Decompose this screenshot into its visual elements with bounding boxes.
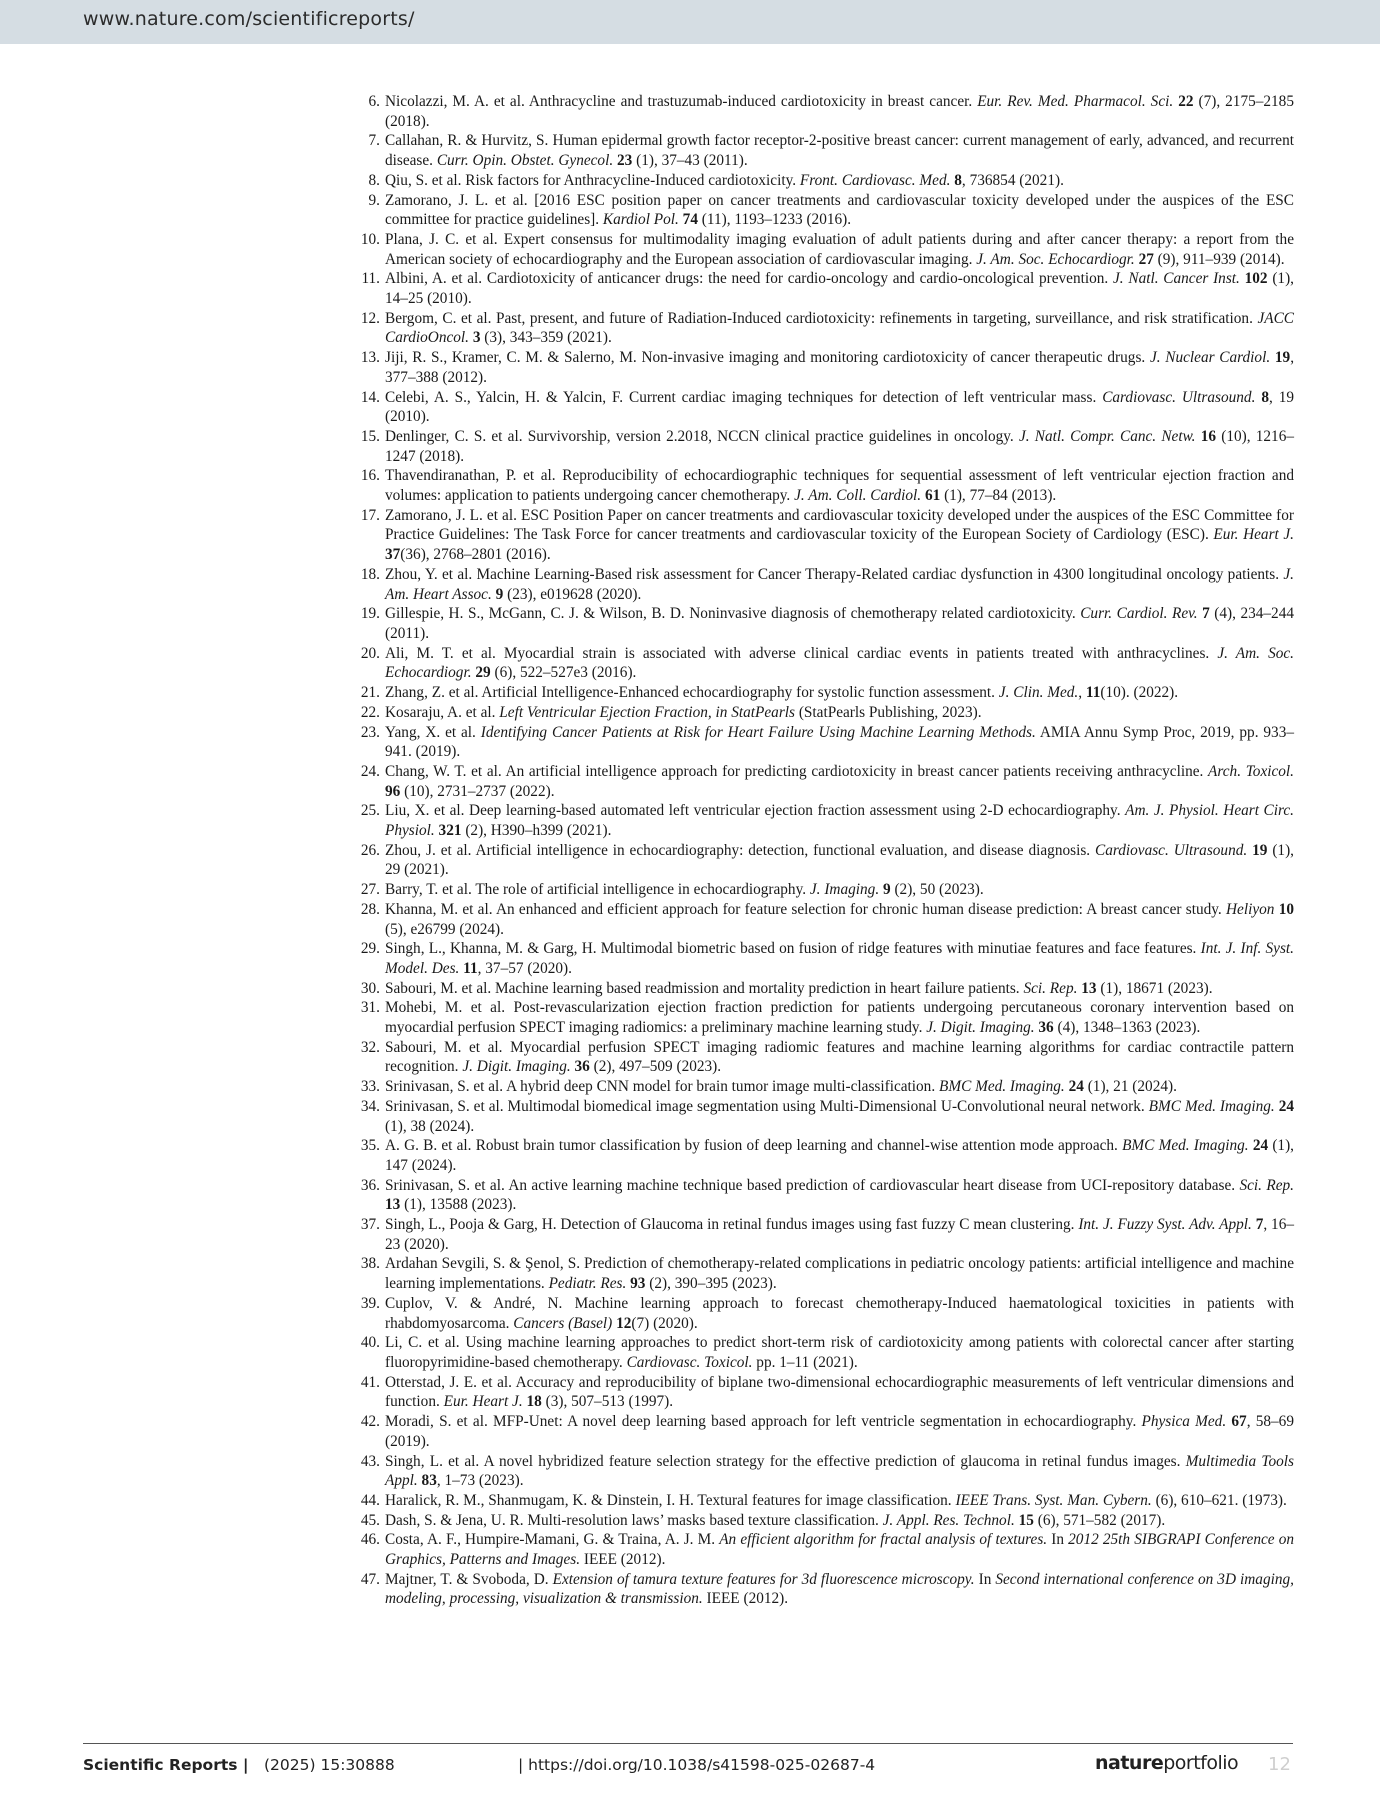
reference-number: 6. bbox=[368, 93, 380, 110]
site-url[interactable]: www.nature.com/scientificreports/ bbox=[83, 8, 415, 30]
reference-number: 37. bbox=[360, 1216, 380, 1234]
reference-number: 20. bbox=[360, 644, 380, 662]
reference-item bbox=[354, 171, 1294, 191]
reference-item bbox=[354, 1254, 1294, 1293]
reference-number: 46. bbox=[360, 1531, 380, 1549]
footer-volume: (2025) 15:30888 bbox=[264, 1756, 395, 1774]
reference-item bbox=[354, 427, 1294, 466]
reference-item bbox=[354, 1373, 1294, 1412]
reference-text: Gillespie, H. S., McGann, C. J. & Wilson, B. D. Noninvasive diagnosis of chemotherapy related cardiotoxicity. Curr. Cardiol. Rev. 7 (4), 234–244 (2011). bbox=[385, 605, 1295, 642]
reference-number: 34. bbox=[360, 1097, 380, 1115]
reference-text: Callahan, R. & Hurvitz, S. Human epidermal growth factor receptor-2-positive breast cancer: current management of early, advanced, and recurrent disease. Curr. Opin. Obstet. Gynecol. 23 (1), 37–43 (2011). bbox=[385, 132, 1294, 170]
reference-number: 43. bbox=[360, 1452, 380, 1470]
reference-number: 42. bbox=[360, 1413, 380, 1431]
reference-item bbox=[354, 269, 1294, 308]
reference-item bbox=[354, 388, 1294, 427]
reference-text: Zhang, Z. et al. Artificial Intelligence-Enhanced echocardiography for systolic function assessment. J. Clin. Med., 11(10). (2022). bbox=[385, 684, 1179, 702]
reference-item bbox=[354, 1215, 1294, 1254]
reference-text: Singh, L., Pooja & Garg, H. Detection of Glaucoma in retinal fundus images using fast fuzzy C mean clustering. Int. J. Fuzzy Syst. Adv. Appl. 7, 16–23 (2020). bbox=[385, 1216, 1295, 1253]
logo-nature: nature bbox=[1095, 1752, 1164, 1774]
reference-text: Liu, X. et al. Deep learning-based automated left ventricular ejection fraction assessment using 2-D echocardiography. Am. J. Physiol. Heart Circ. Physiol. 321 (2), H390–h399 (2021). bbox=[385, 802, 1294, 840]
reference-number: 39. bbox=[360, 1294, 380, 1312]
reference-text: Costa, A. F., Humpire-Mamani, G. & Traina, A. J. M. An efficient algorithm for fractal analysis of textures. In 2012 25th SIBGRAPI Conference on Graphics, Patterns and Images. IEEE (2012). bbox=[385, 1531, 1294, 1569]
reference-item bbox=[354, 1452, 1294, 1491]
reference-number: 26. bbox=[360, 841, 380, 859]
reference-item bbox=[354, 1570, 1294, 1609]
reference-number: 24. bbox=[360, 762, 380, 780]
reference-item bbox=[354, 723, 1294, 762]
reference-item bbox=[354, 1333, 1294, 1372]
reference-number: 45. bbox=[360, 1511, 380, 1529]
reference-item bbox=[354, 683, 1294, 703]
reference-item bbox=[354, 1294, 1294, 1333]
reference-text: Ali, M. T. et al. Myocardial strain is associated with adverse clinical cardiac events in patients treated with anthracyclines. J. Am. Soc. Echocardiogr. 29 (6), 522–527e3 (2016). bbox=[385, 644, 1294, 682]
reference-number: 11. bbox=[361, 270, 380, 288]
reference-number: 8. bbox=[368, 171, 380, 189]
reference-number: 44. bbox=[360, 1491, 380, 1509]
reference-item bbox=[354, 1511, 1294, 1531]
reference-item bbox=[354, 644, 1294, 683]
reference-number: 33. bbox=[360, 1078, 380, 1096]
reference-text: Mohebi, M. et al. Post-revascularization ejection fraction prediction for patients undergoing percutaneous coronary intervention based on myocardial perfusion SPECT imaging radiomics: a preliminary machine learning study. J. Digit. Imaging. 36 (4), 1348–1363 (2023). bbox=[385, 999, 1294, 1037]
reference-text: Singh, L., Khanna, M. & Garg, H. Multimodal biometric based on fusion of ridge features with minutiae features and face features. Int. J. Inf. Syst. Model. Des. 11, 37–57 (2020). bbox=[385, 940, 1294, 977]
reference-text: Cuplov, V. & André, N. Machine learning approach to forecast chemotherapy-Induced haematological toxicities in patients with rhabdomyosarcoma. Cancers (Basel) 12(7) (2020). bbox=[385, 1294, 1294, 1332]
reference-item bbox=[354, 1136, 1294, 1175]
reference-item bbox=[354, 998, 1294, 1037]
reference-item bbox=[354, 939, 1294, 978]
reference-number: 12. bbox=[360, 309, 380, 327]
reference-item bbox=[354, 979, 1294, 999]
reference-item bbox=[354, 191, 1294, 230]
reference-text: Haralick, R. M., Shanmugam, K. & Dinstein, I. H. Textural features for image classification. IEEE Trans. Syst. Man. Cybern. (6), 610–621. (1973). bbox=[385, 1491, 1287, 1509]
reference-number: 7. bbox=[368, 132, 380, 150]
reference-list bbox=[354, 92, 1294, 1609]
reference-text: Zhou, Y. et al. Machine Learning-Based risk assessment for Cancer Therapy-Related cardiac dysfunction in 4300 longitudinal oncology patients. J. Am. Heart Assoc. 9 (23), e019628 (2020). bbox=[385, 565, 1294, 603]
reference-item bbox=[354, 900, 1294, 939]
reference-text: Nicolazzi, M. A. et al. Anthracycline and trastuzumab-induced cardiotoxicity in breast cancer. Eur. Rev. Med. Pharmacol. Sci. 22 (7), 2175–2185 (2018). bbox=[385, 93, 1294, 130]
reference-number: 15. bbox=[360, 427, 380, 445]
footer-journal-name: Scientific Reports | bbox=[83, 1756, 249, 1774]
reference-text: Srinivasan, S. et al. A hybrid deep CNN model for brain tumor image multi-classification. BMC Med. Imaging. 24 (1), 21 (2024). bbox=[385, 1078, 1177, 1096]
reference-number: 16. bbox=[360, 467, 380, 485]
reference-text: Otterstad, J. E. et al. Accuracy and reproducibility of biplane two-dimensional echocardiographic measurements of left ventricular dimensions and function. Eur. Heart J. 18 (3), 507–513 (1997). bbox=[385, 1373, 1294, 1411]
reference-item bbox=[354, 1491, 1294, 1511]
reference-number: 9. bbox=[368, 191, 380, 209]
reference-text: Khanna, M. et al. An enhanced and efficient approach for feature selection for chronic human disease prediction: A breast cancer study. Heliyon 10 (5), e26799 (2024). bbox=[385, 900, 1295, 938]
reference-item bbox=[354, 92, 1294, 131]
reference-text: Srinivasan, S. et al. An active learning machine technique based prediction of cardiovascular heart disease from UCI-repository database. Sci. Rep. 13 (1), 13588 (2023). bbox=[385, 1176, 1294, 1214]
reference-number: 14. bbox=[360, 388, 380, 406]
reference-item bbox=[354, 565, 1294, 604]
reference-number: 23. bbox=[360, 723, 380, 741]
reference-number: 29. bbox=[360, 940, 380, 958]
reference-number: 32. bbox=[360, 1038, 380, 1056]
reference-item bbox=[354, 1038, 1294, 1077]
reference-item bbox=[354, 466, 1294, 505]
reference-text: A. G. B. et al. Robust brain tumor classification by fusion of deep learning and channel-wise attention mode approach. BMC Med. Imaging. 24 (1), 147 (2024). bbox=[385, 1137, 1294, 1174]
reference-text: Zhou, J. et al. Artificial intelligence in echocardiography: detection, functional evaluation, and disease diagnosis. Cardiovasc. Ultrasound. 19 (1), 29 (2021). bbox=[385, 841, 1294, 879]
reference-number: 28. bbox=[360, 900, 380, 918]
reference-text: Ardahan Sevgili, S. & Şenol, S. Prediction of chemotherapy-related complications in pediatric oncology patients: artificial intelligence and machine learning implementations. Pediatr. Res. 93 (2), 390–395 (2023). bbox=[385, 1255, 1294, 1293]
reference-number: 30. bbox=[360, 979, 380, 997]
reference-text: Qiu, S. et al. Risk factors for Anthracycline-Induced cardiotoxicity. Front. Cardiovasc. Med. 8, 736854 (2021). bbox=[385, 171, 1064, 189]
reference-text: Sabouri, M. et al. Machine learning based readmission and mortality prediction in heart failure patients. Sci. Rep. 13 (1), 18671 (2023). bbox=[385, 979, 1213, 997]
reference-item bbox=[354, 230, 1294, 269]
footer-divider bbox=[83, 1743, 1293, 1744]
footer-doi-link[interactable]: | https://doi.org/10.1038/s41598-025-02687-4 bbox=[518, 1756, 876, 1774]
reference-text: Singh, L. et al. A novel hybridized feature selection strategy for the effective prediction of glaucoma in retinal fundus images. Multimedia Tools Appl. 83, 1–73 (2023). bbox=[385, 1452, 1294, 1490]
reference-text: Li, C. et al. Using machine learning approaches to predict short-term risk of cardiotoxicity among patients with colorectal cancer after starting fluoropyrimidine-based chemotherapy. Cardiovasc. Toxicol. pp. 1–11 (2021). bbox=[385, 1334, 1294, 1371]
reference-text: Chang, W. T. et al. An artificial intelligence approach for predicting cardiotoxicity in breast cancer patients receiving anthracycline. Arch. Toxicol. 96 (10), 2731–2737 (2022). bbox=[385, 762, 1294, 800]
nature-portfolio-logo bbox=[1095, 1752, 1238, 1774]
reference-number: 19. bbox=[360, 605, 380, 623]
reference-number: 35. bbox=[360, 1137, 380, 1155]
reference-number: 38. bbox=[360, 1255, 380, 1273]
reference-number: 27. bbox=[360, 881, 380, 899]
reference-item bbox=[354, 880, 1294, 900]
reference-item bbox=[354, 1530, 1294, 1569]
reference-number: 25. bbox=[360, 802, 380, 820]
reference-text: Denlinger, C. S. et al. Survivorship, version 2.2018, NCCN clinical practice guidelines in oncology. J. Natl. Compr. Canc. Netw. 16 (10), 1216–1247 (2018). bbox=[385, 427, 1294, 465]
reference-text: Majtner, T. & Svoboda, D. Extension of tamura texture features for 3d fluorescence microscopy. In Second international conference on 3D imaging, modeling, processing, visualization & transmission. IEEE (2012). bbox=[385, 1570, 1294, 1608]
reference-text: Thavendiranathan, P. et al. Reproducibility of echocardiographic techniques for sequential assessment of left ventricular ejection fraction and volumes: application to patients undergoing cancer chemotherapy. J. Am. Coll. Cardiol. 61 (1), 77–84 (2013). bbox=[385, 467, 1294, 505]
reference-item bbox=[354, 841, 1294, 880]
reference-item bbox=[354, 1097, 1294, 1136]
site-header-bar bbox=[0, 0, 1380, 44]
reference-number: 40. bbox=[360, 1334, 380, 1352]
reference-number: 10. bbox=[360, 230, 380, 248]
reference-number: 36. bbox=[360, 1176, 380, 1194]
page-number: 12 bbox=[1268, 1754, 1291, 1775]
reference-item bbox=[354, 309, 1294, 348]
reference-text: Kosaraju, A. et al. Left Ventricular Ejection Fraction, in StatPearls (StatPearls Publishing, 2023). bbox=[385, 703, 982, 721]
reference-text: Sabouri, M. et al. Myocardial perfusion SPECT imaging radiomic features and machine learning algorithms for cardiac contractile pattern recognition. J. Digit. Imaging. 36 (2), 497–509 (2023). bbox=[385, 1038, 1294, 1076]
reference-text: Moradi, S. et al. MFP-Unet: A novel deep learning based approach for left ventricle segmentation in echocardiography. Physica Med. 67, 58–69 (2019). bbox=[385, 1413, 1294, 1450]
reference-text: Zamorano, J. L. et al. [2016 ESC position paper on cancer treatments and cardiovascular toxicity developed under the auspices of the ESC committee for practice guidelines]. Kardiol Pol. 74 (11), 1193–1233 (2016). bbox=[385, 191, 1294, 229]
reference-number: 31. bbox=[360, 999, 380, 1017]
reference-text: Celebi, A. S., Yalcin, H. & Yalcin, F. Current cardiac imaging techniques for detection of left ventricular mass. Cardiovasc. Ultrasound. 8, 19 (2010). bbox=[385, 388, 1294, 426]
reference-item bbox=[354, 762, 1294, 801]
reference-item bbox=[354, 1412, 1294, 1451]
reference-item bbox=[354, 801, 1294, 840]
reference-number: 22. bbox=[360, 703, 380, 721]
reference-number: 41. bbox=[360, 1373, 380, 1391]
reference-text: Dash, S. & Jena, U. R. Multi-resolution laws’ masks based texture classification. J. Appl. Res. Technol. 15 (6), 571–582 (2017). bbox=[385, 1511, 1166, 1529]
reference-item bbox=[354, 1077, 1294, 1097]
reference-text: Srinivasan, S. et al. Multimodal biomedical image segmentation using Multi-Dimensional U-Convolutional neural network. BMC Med. Imaging. 24 (1), 38 (2024). bbox=[385, 1097, 1294, 1135]
reference-item bbox=[354, 604, 1294, 643]
reference-text: Bergom, C. et al. Past, present, and future of Radiation-Induced cardiotoxicity: refinements in targeting, surveillance, and risk stratification. JACC CardioOncol. 3 (3), 343–359 (2021). bbox=[385, 309, 1294, 347]
reference-number: 13. bbox=[360, 349, 380, 367]
reference-text: Albini, A. et al. Cardiotoxicity of anticancer drugs: the need for cardio-oncology and cardio-oncological prevention. J. Natl. Cancer Inst. 102 (1), 14–25 (2010). bbox=[385, 270, 1294, 308]
reference-item bbox=[354, 348, 1294, 387]
reference-item bbox=[354, 703, 1294, 723]
reference-number: 18. bbox=[360, 565, 380, 583]
reference-number: 47. bbox=[360, 1570, 380, 1588]
reference-number: 17. bbox=[360, 506, 380, 524]
reference-text: Zamorano, J. L. et al. ESC Position Paper on cancer treatments and cardiovascular toxicity developed under the auspices of the ESC Committee for Practice Guidelines: The Task Force for cancer treatments and cardiovascular toxicity of the European Society of Cardiology (ESC). Eur. Heart J. 37(36), 2768–2801 (2016). bbox=[385, 506, 1294, 564]
reference-text: Yang, X. et al. Identifying Cancer Patients at Risk for Heart Failure Using Machine Learning Methods. AMIA Annu Symp Proc, 2019, pp. 933–941. (2019). bbox=[385, 723, 1295, 761]
reference-number: 21. bbox=[360, 684, 380, 702]
logo-portfolio: portfolio bbox=[1163, 1752, 1239, 1774]
reference-text: Plana, J. C. et al. Expert consensus for multimodality imaging evaluation of adult patients during and after cancer therapy: a report from the American society of echocardiography and the European association of cardiovascular imaging. J. Am. Soc. Echocardiogr. 27 (9), 911–939 (2014). bbox=[385, 230, 1294, 268]
reference-item bbox=[354, 506, 1294, 565]
reference-item bbox=[354, 1176, 1294, 1215]
reference-item bbox=[354, 131, 1294, 170]
reference-text: Jiji, R. S., Kramer, C. M. & Salerno, M. Non-invasive imaging and monitoring cardiotoxicity of cancer therapeutic drugs. J. Nuclear Cardiol. 19, 377–388 (2012). bbox=[385, 349, 1295, 386]
reference-text: Barry, T. et al. The role of artificial intelligence in echocardiography. J. Imaging. 9 (2), 50 (2023). bbox=[385, 881, 984, 899]
